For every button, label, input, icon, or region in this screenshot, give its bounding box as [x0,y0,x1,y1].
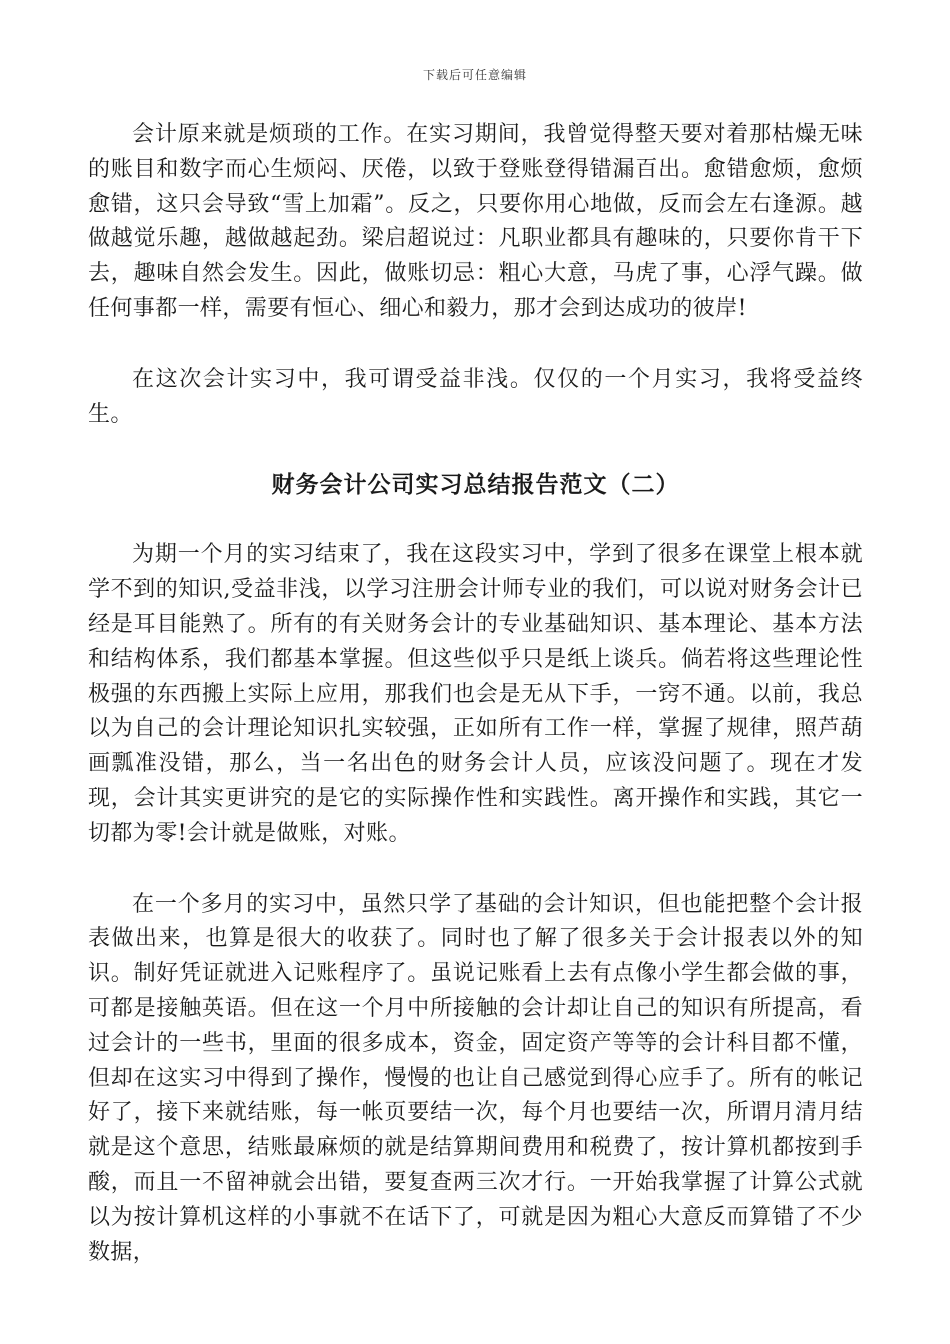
section-title: 财务会计公司实习总结报告范文（二） [271,471,680,499]
body-paragraph: 为期一个月的实习结束了，我在这段实习中，学到了很多在课堂上根本就学不到的知识,受益非浅，以学习注册会计师专业的我们，可以说对财务会计已经是耳目能熟了。所有的有关财务会计的专业基础知识、基本理论、基本方法和结构体系，我们都基本掌握。但这些似乎只是纸上谈兵。倘若将这些理论性极强的东西搬上实际上应用，那我们也会是无从下手，一窍不通。以前，我总以为自己的会计理论知识扎实较强，正如所有工作一样，掌握了规律，照芦葫画瓢准没错，那么，当一名出色的财务会计人员，应该没问题了。现在才发现，会计其实更讲究的是它的实际操作性和实践性。离开操作和实践，其它一切都为零!会计就是做账，对账。 [88,542,863,846]
document-body [88,118,863,1270]
body-paragraph: 会计原来就是烦琐的工作。在实习期间，我曾觉得整天要对着那枯燥无味的账目和数字而心生烦闷、厌倦，以致于登账登得错漏百出。愈错愈烦，愈烦愈错，这只会导致“雪上加霜”。反之，只要你用心地做，反而会左右逢源。越做越觉乐趣，越做越起劲。梁启超说过：凡职业都具有趣味的，只要你肯干下去，趣味自然会发生。因此，做账切忌：粗心大意，马虎了事，心浮气躁。做任何事都一样，需要有恒心、细心和毅力，那才会到达成功的彼岸! [88,122,863,321]
body-paragraph: 在这次会计实习中，我可谓受益非浅。仅仅的一个月实习，我将受益终生。 [88,366,863,427]
page-header: 下载后可任意编辑 [422,68,527,82]
body-paragraph: 在一个多月的实习中，虽然只学了基础的会计知识，但也能把整个会计报表做出来，也算是很大的收获了。同时也了解了很多关于会计报表以外的知识。制好凭证就进入记账程序了。虽说记账看上去有点像小学生都会做的事，可都是接触英语。但在这一个月中所接触的会计却让自己的知识有所提高，看过会计的一些书，里面的很多成本，资金，固定资产等等的会计科目都不懂，但却在这实习中得到了操作，慢慢的也让自己感觉到得心应手了。所有的帐记好了，接下来就结账，每一帐页要结一次，每个月也要结一次，所谓月清月结就是这个意思，结账最麻烦的就是结算期间费用和税费了，按计算机都按到手酸，而且一不留神就会出错，要复查两三次才行。一开始我掌握了计算公式就以为按计算机这样的小事就不在话下了，可就是因为粗心大意反而算错了不少数据， [88,891,863,1265]
